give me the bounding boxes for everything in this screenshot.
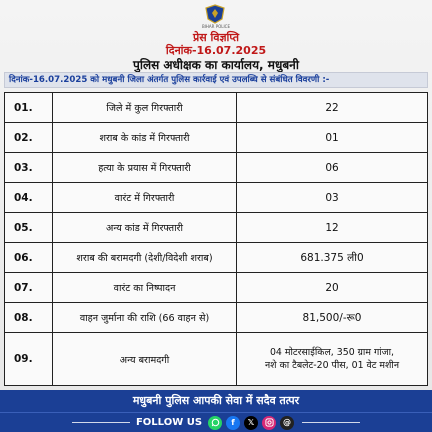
table-row — [5, 303, 427, 333]
row-label: शराब की बरामदगी (देशी/विदेशी शराब) — [53, 243, 237, 272]
row-value: 01 — [325, 131, 339, 144]
row-value-line-1: 04 मोटरसाईकिल, 350 ग्राम गांजा, — [269, 347, 395, 358]
row-label: वाहन जुर्माना की राशि (66 वाहन से) — [53, 303, 237, 332]
table-row — [5, 93, 427, 123]
table-row — [5, 183, 427, 213]
row-value: 81,500/-रू0 — [302, 311, 362, 324]
press-release-title: प्रेस विज्ञप्ति — [192, 31, 240, 44]
threads-icon[interactable]: @ — [280, 416, 294, 430]
row-label: वारंट का निष्पादन — [53, 273, 237, 302]
row-label: हत्या के प्रयास में गिरफ्तारी — [53, 153, 237, 182]
row-number: 01. — [5, 93, 53, 122]
row-label: जिले में कुल गिरफ्तारी — [53, 93, 237, 122]
office-name: पुलिस अधीक्षक का कार्यालय, मधुबनी — [133, 58, 299, 72]
divider-left — [72, 422, 130, 423]
row-label: वारंट में गिरफ्तारी — [53, 183, 237, 212]
facebook-icon[interactable]: f — [226, 416, 240, 430]
row-value: 12 — [325, 221, 339, 234]
divider-right — [302, 422, 360, 423]
row-value: 22 — [325, 101, 339, 114]
emblem-caption: BIHAR POLICE — [201, 24, 230, 29]
table-row — [5, 153, 427, 183]
table-row — [5, 273, 427, 303]
row-number: 06. — [5, 243, 53, 272]
row-value — [237, 333, 427, 385]
table-row — [5, 123, 427, 153]
footer-slogan: मधुबनी पुलिस आपकी सेवा में सदैव तत्पर — [0, 390, 432, 412]
table-row — [5, 213, 427, 243]
x-icon[interactable]: 𝕏 — [244, 416, 258, 430]
row-number: 07. — [5, 273, 53, 302]
instagram-icon[interactable] — [262, 416, 276, 430]
bihar-police-emblem-icon — [204, 4, 226, 24]
row-value: 03 — [325, 191, 339, 204]
row-number: 05. — [5, 213, 53, 242]
row-value: 20 — [325, 281, 339, 294]
whatsapp-icon[interactable] — [208, 416, 222, 430]
follow-us-bar — [0, 412, 432, 432]
follow-us-label: FOLLOW US — [135, 417, 203, 428]
table-row — [5, 333, 427, 385]
table-row — [5, 243, 427, 273]
row-label: शराब के कांड में गिरफ्तारी — [53, 123, 237, 152]
summary-subtitle: दिनांक-16.07.2025 को मधुबनी जिला अंतर्गत पुलिस कार्रवाई एवं उपलब्धि से संबंधित विवरणी :- — [4, 72, 428, 88]
row-number: 03. — [5, 153, 53, 182]
press-release-date: दिनांक-16.07.2025 — [165, 44, 267, 57]
row-value: 681.375 ली0 — [300, 251, 364, 264]
row-label: अन्य कांड में गिरफ्तारी — [53, 213, 237, 242]
row-number: 08. — [5, 303, 53, 332]
row-number: 02. — [5, 123, 53, 152]
activity-table — [4, 92, 428, 386]
row-value-line-2: नशे का टैबलेट-20 पीस, 01 वेट मशीन — [264, 360, 400, 371]
row-number: 09. — [5, 333, 53, 385]
row-value: 06 — [325, 161, 339, 174]
row-number: 04. — [5, 183, 53, 212]
row-label: अन्य बरामदगी — [53, 333, 237, 385]
